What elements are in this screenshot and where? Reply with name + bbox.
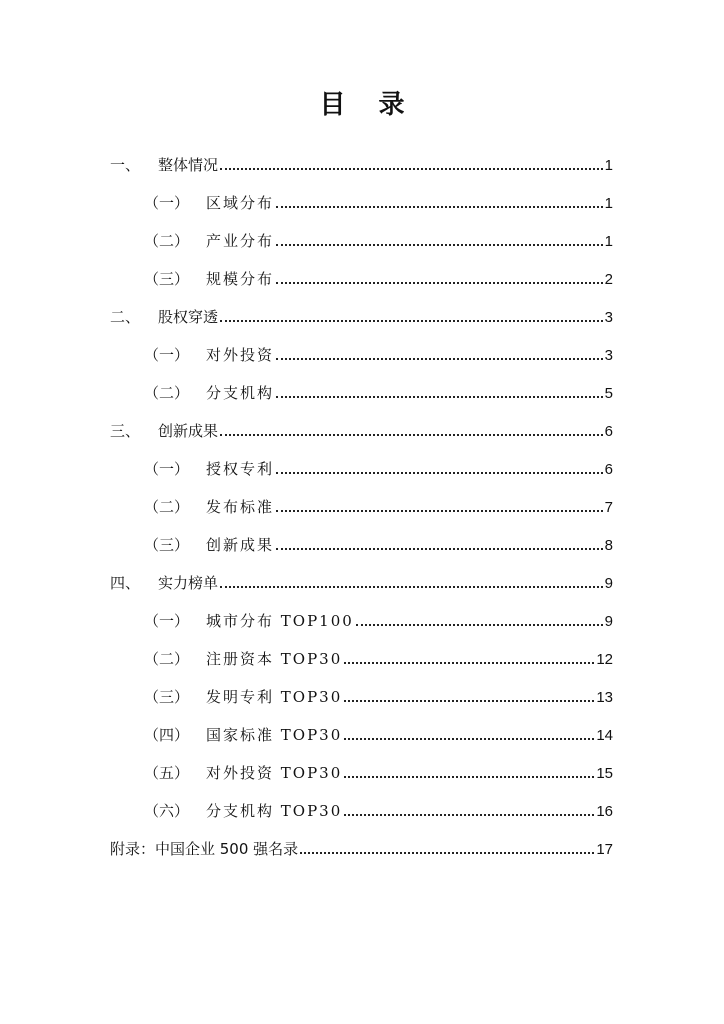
toc-entry[interactable] [110, 374, 613, 412]
toc-entry-page: 7 [604, 499, 613, 516]
dot-leader [276, 395, 603, 398]
toc-entry-number: （一） [144, 460, 190, 478]
toc-entry[interactable] [110, 602, 613, 640]
toc-entry[interactable] [110, 412, 613, 450]
toc-entry-number: （一） [144, 612, 190, 630]
dot-leader [344, 737, 594, 740]
dot-leader [344, 775, 594, 778]
dot-leader [276, 547, 603, 550]
toc-entry-appendix[interactable] [110, 830, 613, 868]
toc-entry-page: 3 [604, 309, 613, 326]
toc-entry-page: 6 [604, 423, 613, 440]
toc-entry-page: 5 [604, 385, 613, 402]
dot-leader [276, 281, 603, 284]
toc-entry[interactable] [110, 260, 613, 298]
toc-entry[interactable] [110, 488, 613, 526]
dot-leader [344, 661, 594, 664]
toc-entry-label: 区域分布 [206, 194, 275, 212]
toc-entry-page: 16 [596, 803, 613, 820]
toc-entry-label: 创新成果 [158, 422, 219, 440]
dot-leader [276, 357, 603, 360]
toc-entry-label: 发布标准 [206, 498, 275, 516]
dot-leader [220, 319, 603, 322]
toc-entry-number: 三、 [110, 422, 141, 440]
toc-entry-page: 15 [596, 765, 613, 782]
toc-entry-number: （二） [144, 232, 190, 250]
dot-leader [220, 433, 603, 436]
toc-entry-label: 创新成果 [206, 536, 275, 554]
dot-leader [356, 623, 603, 626]
dot-leader [300, 851, 594, 854]
toc-entry-page: 1 [604, 157, 613, 174]
toc-entry-label: 分支机构 [206, 384, 275, 402]
toc-entry-page: 1 [604, 195, 613, 212]
toc-entry-label: 授权专利 [206, 460, 275, 478]
toc-entry-label: 城市分布 TOP100 [206, 612, 354, 630]
toc-entry[interactable] [110, 298, 613, 336]
toc-entry[interactable] [110, 792, 613, 830]
toc-entry[interactable] [110, 336, 613, 374]
toc-entry[interactable] [110, 716, 613, 754]
toc-entry-label: 产业分布 [206, 232, 275, 250]
toc-entry-page: 1 [604, 233, 613, 250]
toc-entry-label: 规模分布 [206, 270, 275, 288]
toc-entry-number: （三） [144, 536, 190, 554]
toc-entry-label: 股权穿透 [158, 308, 219, 326]
toc-entry-label: 分支机构 TOP30 [206, 802, 343, 820]
toc-entry-number: （三） [144, 270, 190, 288]
dot-leader [220, 167, 603, 170]
toc-entry[interactable] [110, 450, 613, 488]
toc-entry-label: 附录：中国企业 500 强名录 [110, 840, 299, 858]
toc-entry-number: （二） [144, 384, 190, 402]
dot-leader [276, 509, 603, 512]
toc-entry-number: （二） [144, 650, 190, 668]
toc-entry-page: 2 [604, 271, 613, 288]
toc-entry[interactable] [110, 146, 613, 184]
toc-entry-label: 对外投资 [206, 346, 275, 364]
dot-leader [276, 471, 603, 474]
toc-entry-page: 9 [604, 575, 613, 592]
toc-entry-page: 14 [596, 727, 613, 744]
toc-entry[interactable] [110, 564, 613, 602]
dot-leader [220, 585, 603, 588]
toc-entry-page: 9 [604, 613, 613, 630]
toc-entry-number: 一、 [110, 156, 141, 174]
toc-entry-number: （一） [144, 194, 190, 212]
toc-entry-page: 8 [604, 537, 613, 554]
toc-entry-number: 二、 [110, 308, 141, 326]
toc-entry-label: 注册资本 TOP30 [206, 650, 343, 668]
toc-entry-number: （六） [144, 802, 190, 820]
toc-entry-number: （四） [144, 726, 190, 744]
toc-entry-label: 对外投资 TOP30 [206, 764, 343, 782]
toc-entry-label: 发明专利 TOP30 [206, 688, 343, 706]
toc-entry-page: 3 [604, 347, 613, 364]
table-of-contents [110, 146, 613, 868]
toc-entry-label: 实力榜单 [158, 574, 219, 592]
toc-entry-page: 12 [596, 651, 613, 668]
dot-leader [344, 699, 594, 702]
toc-entry[interactable] [110, 640, 613, 678]
toc-entry-page: 6 [604, 461, 613, 478]
toc-entry-number: （二） [144, 498, 190, 516]
page-title: 目 录 [319, 90, 417, 120]
toc-entry[interactable] [110, 754, 613, 792]
dot-leader [276, 205, 603, 208]
toc-entry-number: 四、 [110, 574, 141, 592]
dot-leader [344, 813, 594, 816]
toc-entry[interactable] [110, 184, 613, 222]
toc-entry-number: （三） [144, 688, 190, 706]
toc-entry-label: 整体情况 [158, 156, 219, 174]
toc-entry-page: 13 [596, 689, 613, 706]
toc-entry-number: （一） [144, 346, 190, 364]
toc-entry-page: 17 [596, 841, 613, 858]
toc-entry-number: （五） [144, 764, 190, 782]
toc-entry[interactable] [110, 222, 613, 260]
toc-entry[interactable] [110, 678, 613, 716]
toc-entry-label: 国家标准 TOP30 [206, 726, 343, 744]
toc-entry[interactable] [110, 526, 613, 564]
dot-leader [276, 243, 603, 246]
